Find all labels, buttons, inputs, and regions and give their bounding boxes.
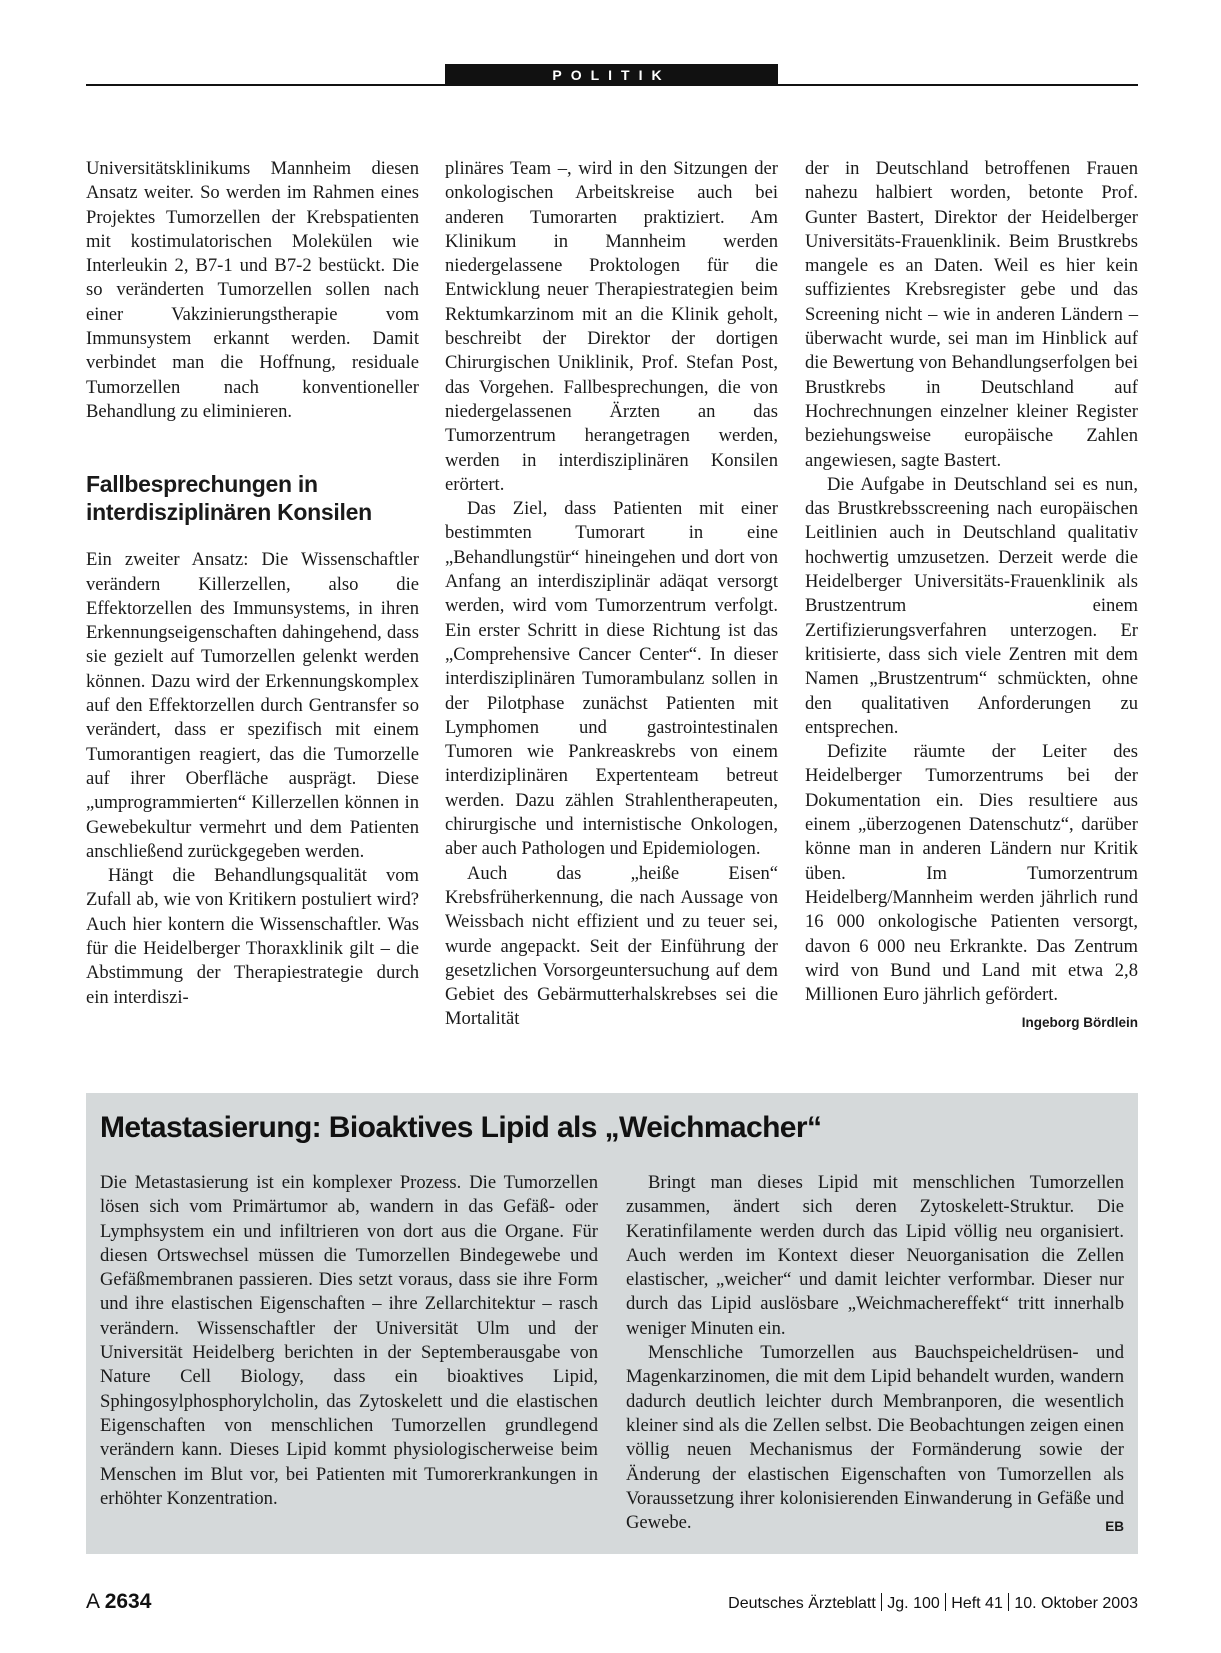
page-number	[86, 1590, 151, 1614]
box-title: Metastasierung: Bioaktives Lipid als „Weichmacher“	[100, 1111, 822, 1144]
section-label: POLITIK	[445, 64, 778, 86]
journal-date: 10. Oktober 2003	[1014, 1595, 1138, 1612]
box-column-1	[100, 1171, 598, 1511]
page-prefix: A	[86, 1590, 99, 1613]
paragraph-text: Menschliche Tumorzellen aus Bauchspeicheldrüsen- und Magenkarzinomen, die mit dem Lipid behandelt wurden, wandern dadurch deutlich leichter durch Membranporen, die wesentlich kleiner sind als die Zellen selbst. Die Beobachtungen zeigen einen völlig neuen Mechanismus der Formänderung sowie der Änderung der elastischen Eigenschaften von Tumorzellen als Voraussetzung ihrer kolonisierenden Einwanderung in Gefäße und Gewebe.	[626, 1342, 1124, 1534]
article-column-2	[445, 157, 778, 1032]
separator	[945, 1593, 947, 1611]
paragraph-text: Defizite räumte der Leiter des Heidelberger Tumorzentrums bei der Dokumentation ein. Dies resultiere aus einem „überzogenen Datenschutz“, darüber könne man in anderen Ländern nur Kritik üben. Im Tumorzentrum Heidelberg/Mannheim werden jährlich rund 16 000 onkologische Patienten versorgt, davon 6 000 neu Erkrankte. Das Zentrum wird von Bund und Land mit etwa 2,8 Millionen Euro jährlich gefördert.	[805, 741, 1138, 1006]
paragraph: Auch das „heiße Eisen“ Krebsfrüherkennung, die nach Aussage von Weissbach nicht effizient und zu teuer sei, wurde angepackt. Seit der Einführung der gesetzlichen Vorsorgeuntersuchung auf dem Gebiet des Gebärmutterhalskrebses sei die Mortalität	[445, 862, 778, 1030]
paragraph: Universitätsklinikums Mannheim diesen Ansatz weiter. So werden im Rahmen eines Projektes Tumorzellen der Krebspatienten mit kostimulatorischen Molekülen wie Interleukin 2, B7-1 und B7-2 bestückt. Die so veränderten Tumorzellen sollen nach einer Vakzinierungstherapie vom Immunsystem erkannt werden. Damit verbindet man die Hoffnung, residuale Tumorzellen nach konventioneller Behandlung zu eliminieren.	[86, 158, 419, 422]
page-number-value: 2634	[104, 1590, 152, 1613]
journal-volume: Jg. 100	[887, 1595, 940, 1612]
article-column-3	[805, 157, 1138, 1036]
box-column-2	[626, 1171, 1124, 1539]
author-byline: Ingeborg Bördlein	[1021, 1015, 1138, 1031]
paragraph: Bringt man dieses Lipid mit menschlichen Tumorzellen zusammen, ändert sich deren Zytoskelett-Struktur. Die Keratinfilamente werden durch das Lipid völlig neu organisiert. Auch werden im Kontext dieser Neuorganisation die Zellen elastischer, „weicher“ und damit leichter verformbar. Dieser nur durch das Lipid auslösbare „Weichmachereffekt“ tritt innerhalb weniger Minuten ein.	[626, 1172, 1124, 1339]
info-box	[86, 1093, 1138, 1554]
paragraph: Hängt die Behandlungsqualität vom Zufall ab, wie von Kritikern postuliert wird? Auch hier kontern die Wissenschaftler. Was für die Heidelberger Thoraxklinik gilt – die Abstimmung der Therapiestrategie durch ein interdiszi-	[86, 865, 419, 1008]
box-signature: EB	[1105, 1519, 1124, 1535]
paragraph: Die Aufgabe in Deutschland sei es nun, das Brustkrebsscreening nach europäischen Leitlinien auch in Deutschland qualitativ hochwertig umzusetzen. Derzeit werde die Heidelberger Universitäts-Frauenklinik als Brustzentrum einem Zertifizierungsverfahren unterzogen. Er kritisierte, dass sich viele Zentren mit dem Namen „Brustzentrum“ schmückten, ohne den qualitativen Anforderungen zu entsprechen.	[805, 473, 1138, 738]
paragraph	[626, 1341, 1124, 1535]
paragraph: Ein zweiter Ansatz: Die Wissenschaftler verändern Killerzellen, also die Effektorzellen des Immunsystems, in ihren Erkennungseigenschaften dahingehend, dass sie gezielt auf Tumorzellen gelenkt werden können. Dazu wird der Erkennungskomplex auf den Effektorzellen durch Gentransfer so verändert, dass er spezifisch mit einem Tumorantigen reagiert, das die Tumorzelle auf ihrer Oberfläche ausprägt. Diese „umprogrammierten“ Killerzellen können in Gewebekultur vermehrt und dem Patienten anschließend zurückgegeben werden.	[86, 549, 419, 862]
paragraph: plinäres Team –, wird in den Sitzungen der onkologischen Arbeitskreise auch bei anderen Tumorarten praktiziert. Am Klinikum in Mannheim werden niedergelassene Proktologen für die Entwicklung neuer Therapiestrategien beim Rektumkarzinom mit an die Klinik geholt, beschreibt der Direktor der dortigen Chirurgischen Uniklinik, Prof. Stefan Post, das Vorgehen. Fallbesprechungen, die von niedergelassenen Ärzten an das Tumorzentrum herangetragen werden, werden in interdisziplinären Konsilen erörtert.	[445, 158, 778, 495]
separator	[881, 1593, 883, 1611]
paragraph: Die Metastasierung ist ein komplexer Prozess. Die Tumorzellen lösen sich vom Primärtumor ab, wandern in das Gefäß- oder Lymphsystem ein und infiltrieren von dort aus die Organe. Für diesen Ortswechsel müssen die Tumorzellen Bindegewebe und Gefäßmembranen passieren. Dies setzt voraus, dass sie ihre Form und ihre elastischen Eigenschaften – ihre Zellarchitektur – rasch verändern. Wissenschaftler der Universität Ulm und der Universität Heidelberg berichten in der Septemberausgabe von Nature Cell Biology, dass ein bioaktives Lipid, Sphingosylphosphorylcholin, das Zytoskelett und die elastischen Eigenschaften von menschlichen Tumorzellen grundlegend verändern kann. Dieses Lipid kommt physiologischerweise beim Menschen im Blut vor, bei Patienten mit Tumorerkrankungen in erhöhter Konzentration.	[100, 1172, 598, 1509]
journal-info	[728, 1593, 1138, 1613]
separator	[1008, 1593, 1010, 1611]
subheading: Fallbesprechungen in interdisziplinären Konsilen	[86, 471, 372, 526]
paragraph: der in Deutschland betroffenen Frauen nahezu halbiert worden, betonte Prof. Gunter Bastert, Direktor der Heidelberger Universitäts-Frauenklinik. Beim Brustkrebs mangele es an Daten. Weil es hier kein suffizientes Krebsregister gebe und das Screening nicht – wie in anderen Ländern – überwacht wurde, sei man im Hinblick auf die Bewertung von Behandlungserfolgen bei Brustkrebs in Deutschland auf Hochrechnungen einzelner kleiner Register beziehungsweise europäische Zahlen angewiesen, sagte Bastert.	[805, 158, 1138, 471]
journal-issue: Heft 41	[951, 1595, 1003, 1612]
journal-name: Deutsches Ärzteblatt	[728, 1595, 876, 1612]
paragraph: Das Ziel, dass Patienten mit einer bestimmten Tumorart in eine „Behandlungstür“ hineingehen und dort von Anfang an interdisziplinär adäqat versorgt werden, wird vom Tumorzentrum verfolgt. Ein erster Schritt in diese Richtung ist das „Comprehensive Cancer Center“. In dieser interdisziplinären Tumorambulanz sollen in der Pilotphase zunächst Patienten mit Lymphomen und gastrointestinalen Tumoren wie Pankreaskrebs von einem interdiziplinären Expertenteam betreut werden. Dazu zählen Strahlentherapeuten, chirurgische und internistische Onkologen, aber auch Pathologen und Epidemiologen.	[445, 498, 778, 860]
article-column-1	[86, 157, 419, 1010]
paragraph	[805, 740, 1138, 1031]
